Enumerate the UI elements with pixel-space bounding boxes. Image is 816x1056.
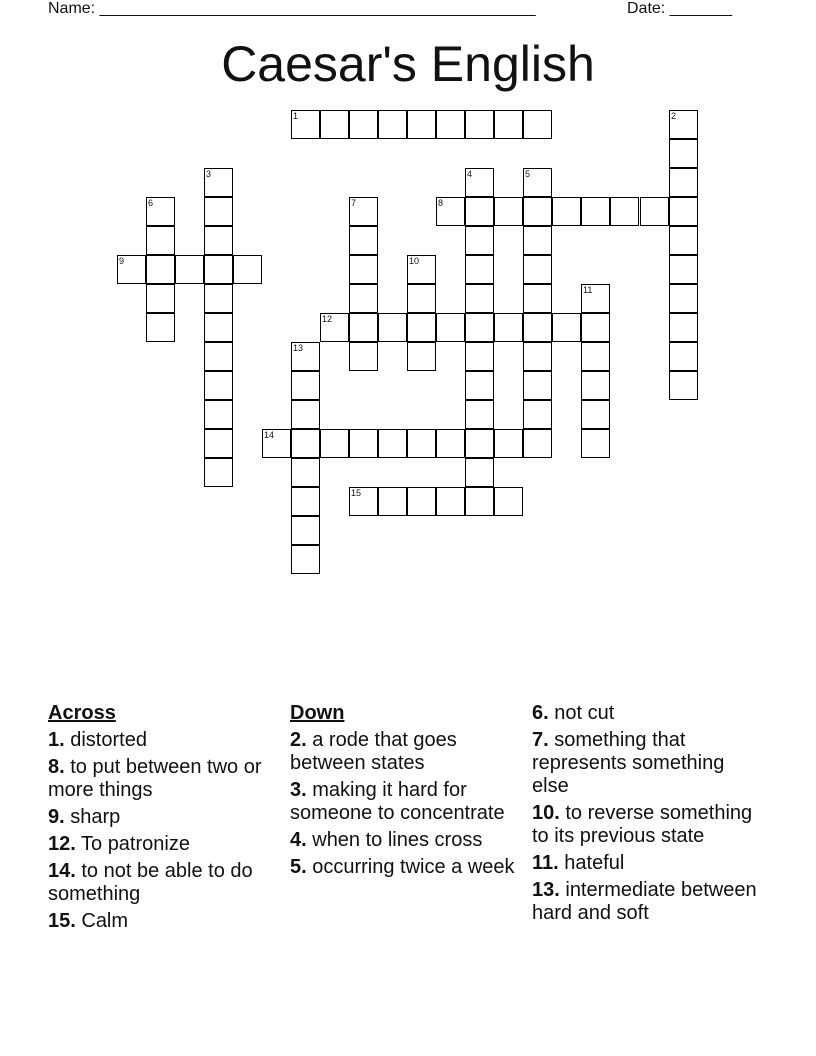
down-clues <box>290 702 520 883</box>
grid-cell[interactable] <box>349 342 378 371</box>
grid-cell[interactable] <box>523 226 552 255</box>
clue-text: Calm <box>75 910 129 932</box>
grid-cell[interactable] <box>669 168 698 197</box>
clue-across-14 <box>48 860 278 906</box>
cell-number: 1 <box>293 111 299 121</box>
grid-cell[interactable] <box>291 429 320 458</box>
grid-cell[interactable] <box>378 110 407 139</box>
grid-cell[interactable] <box>669 139 698 168</box>
grid-cell[interactable] <box>465 458 494 487</box>
clue-number: 2. <box>290 729 307 751</box>
grid-cell[interactable] <box>523 110 552 139</box>
cell-number: 8 <box>438 198 444 208</box>
cell-number: 13 <box>293 343 304 353</box>
grid-cell[interactable] <box>320 110 349 139</box>
grid-cell[interactable] <box>436 313 465 342</box>
cell-number: 5 <box>525 169 531 179</box>
grid-cell[interactable] <box>146 313 175 342</box>
clue-number: 6. <box>532 702 549 724</box>
grid-cell[interactable] <box>523 429 552 458</box>
clue-number: 10. <box>532 802 560 824</box>
clue-across-9 <box>48 806 278 829</box>
grid-cell[interactable] <box>669 255 698 284</box>
cell-number: 14 <box>264 430 275 440</box>
clue-number: 4. <box>290 829 307 851</box>
grid-cell[interactable] <box>494 487 523 516</box>
grid-cell[interactable] <box>436 429 465 458</box>
grid-cell[interactable] <box>204 342 233 371</box>
grid-cell[interactable] <box>291 371 320 400</box>
cell-number: 12 <box>322 314 333 324</box>
grid-cell[interactable] <box>581 371 610 400</box>
clue-across-1 <box>48 729 278 752</box>
grid-cell[interactable] <box>407 429 436 458</box>
grid-cell[interactable] <box>640 197 669 226</box>
grid-cell[interactable] <box>465 487 494 516</box>
down-clues-continued <box>532 702 762 929</box>
clue-number: 1. <box>48 729 65 751</box>
clue-text: something that represents something else <box>532 729 725 797</box>
clue-across-8 <box>48 756 278 802</box>
clue-number: 5. <box>290 856 307 878</box>
grid-cell[interactable] <box>581 400 610 429</box>
grid-cell[interactable] <box>436 110 465 139</box>
grid-cell[interactable] <box>669 342 698 371</box>
clue-text: to put between two or more things <box>48 756 262 801</box>
grid-cell[interactable] <box>204 400 233 429</box>
grid-cell[interactable] <box>378 487 407 516</box>
grid-cell[interactable] <box>465 226 494 255</box>
cell-number: 3 <box>206 169 212 179</box>
cell-number: 11 <box>583 285 593 295</box>
grid-cell[interactable] <box>349 429 378 458</box>
name-field-label: Name: _________________________________________________ <box>48 0 536 17</box>
grid-cell[interactable] <box>204 429 233 458</box>
grid-cell[interactable] <box>465 429 494 458</box>
clue-number: 11. <box>532 852 559 874</box>
down-heading: Down <box>290 702 345 724</box>
grid-cell[interactable] <box>204 226 233 255</box>
grid-cell[interactable] <box>204 284 233 313</box>
grid-cell[interactable] <box>523 400 552 429</box>
clue-across-12 <box>48 833 278 856</box>
cell-number: 7 <box>351 198 357 208</box>
grid-cell[interactable] <box>436 487 465 516</box>
cell-number: 6 <box>148 198 154 208</box>
cell-number: 15 <box>351 488 362 498</box>
grid-cell[interactable] <box>349 110 378 139</box>
grid-cell[interactable] <box>465 313 494 342</box>
grid-cell[interactable] <box>291 516 320 545</box>
grid-cell[interactable] <box>523 342 552 371</box>
grid-cell[interactable] <box>146 226 175 255</box>
grid-cell[interactable] <box>581 313 610 342</box>
cell-number: 9 <box>119 256 125 266</box>
clue-number: 14. <box>48 860 76 882</box>
clue-down-11 <box>532 852 762 875</box>
clue-text: hateful <box>558 852 625 874</box>
grid-cell[interactable] <box>465 110 494 139</box>
grid-cell[interactable] <box>407 110 436 139</box>
clue-down-7 <box>532 729 762 798</box>
clue-down-13 <box>532 879 762 925</box>
grid-cell[interactable] <box>378 429 407 458</box>
grid-cell[interactable] <box>523 284 552 313</box>
grid-cell[interactable] <box>407 487 436 516</box>
grid-cell[interactable] <box>494 110 523 139</box>
grid-cell[interactable] <box>669 226 698 255</box>
grid-cell[interactable] <box>669 284 698 313</box>
clue-down-10 <box>532 802 762 848</box>
clue-number: 9. <box>48 806 65 828</box>
grid-cell[interactable] <box>378 313 407 342</box>
page-title: Caesar's English <box>221 36 595 92</box>
clue-text: a rode that goes between states <box>290 729 457 774</box>
clue-text: to reverse something to its previous state <box>532 802 753 847</box>
clue-number: 8. <box>48 756 65 778</box>
grid-cell[interactable] <box>320 429 349 458</box>
grid-cell[interactable] <box>523 313 552 342</box>
grid-cell[interactable] <box>523 255 552 284</box>
clue-down-2 <box>290 729 520 775</box>
grid-cell[interactable] <box>204 371 233 400</box>
clue-text: intermediate between hard and soft <box>532 879 757 924</box>
grid-cell[interactable] <box>291 458 320 487</box>
clue-down-3 <box>290 779 520 825</box>
grid-cell[interactable] <box>552 313 581 342</box>
grid-cell[interactable] <box>146 284 175 313</box>
across-clues <box>48 702 278 937</box>
grid-cell[interactable] <box>523 197 552 226</box>
clue-down-5 <box>290 856 520 879</box>
grid-cell[interactable] <box>465 371 494 400</box>
clue-across-15 <box>48 910 278 933</box>
clue-number: 13. <box>532 879 560 901</box>
grid-cell[interactable] <box>669 313 698 342</box>
clue-number: 15. <box>48 910 76 932</box>
grid-cell[interactable] <box>465 284 494 313</box>
grid-cell[interactable] <box>291 487 320 516</box>
cell-number: 10 <box>409 256 420 266</box>
grid-cell[interactable] <box>552 197 581 226</box>
grid-cell[interactable] <box>669 371 698 400</box>
grid-cell[interactable] <box>523 371 552 400</box>
date-field-label: Date: _______ <box>627 0 732 17</box>
grid-cell[interactable] <box>204 313 233 342</box>
grid-cell[interactable] <box>349 284 378 313</box>
grid-cell[interactable] <box>465 400 494 429</box>
grid-cell[interactable] <box>610 197 639 226</box>
clue-text: making it hard for someone to concentrate <box>290 779 505 824</box>
grid-cell[interactable] <box>291 545 320 574</box>
across-heading: Across <box>48 702 116 724</box>
grid-cell[interactable] <box>465 197 494 226</box>
grid-cell[interactable] <box>581 429 610 458</box>
grid-cell[interactable] <box>581 342 610 371</box>
cell-number: 2 <box>671 111 677 121</box>
clue-text: occurring twice a week <box>306 856 515 878</box>
clue-number: 12. <box>48 833 76 855</box>
clue-text: sharp <box>64 806 121 828</box>
grid-cell[interactable] <box>669 197 698 226</box>
grid-cell[interactable] <box>407 284 436 313</box>
grid-cell[interactable] <box>204 255 233 284</box>
grid-cell[interactable] <box>407 313 436 342</box>
clue-text: To patronize <box>75 833 190 855</box>
clue-text: not cut <box>548 702 615 724</box>
grid-cell[interactable] <box>175 255 204 284</box>
clue-text: distorted <box>64 729 147 751</box>
grid-cell[interactable] <box>465 255 494 284</box>
clue-text: when to lines cross <box>306 829 483 851</box>
grid-cell[interactable] <box>349 313 378 342</box>
cell-number: 4 <box>467 169 473 179</box>
grid-cell[interactable] <box>291 400 320 429</box>
grid-cell[interactable] <box>465 342 494 371</box>
clue-number: 3. <box>290 779 307 801</box>
grid-cell[interactable] <box>204 197 233 226</box>
grid-cell[interactable] <box>349 226 378 255</box>
grid-cell[interactable] <box>407 342 436 371</box>
clue-down-4 <box>290 829 520 852</box>
grid-cell[interactable] <box>494 429 523 458</box>
grid-cell[interactable] <box>204 458 233 487</box>
grid-cell[interactable] <box>581 197 610 226</box>
grid-cell[interactable] <box>494 313 523 342</box>
grid-cell[interactable] <box>494 197 523 226</box>
clue-text: to not be able to do something <box>48 860 253 905</box>
clue-down-6 <box>532 702 762 725</box>
clue-number: 7. <box>532 729 549 751</box>
grid-cell[interactable] <box>233 255 262 284</box>
grid-cell[interactable] <box>349 255 378 284</box>
grid-cell[interactable] <box>146 255 175 284</box>
